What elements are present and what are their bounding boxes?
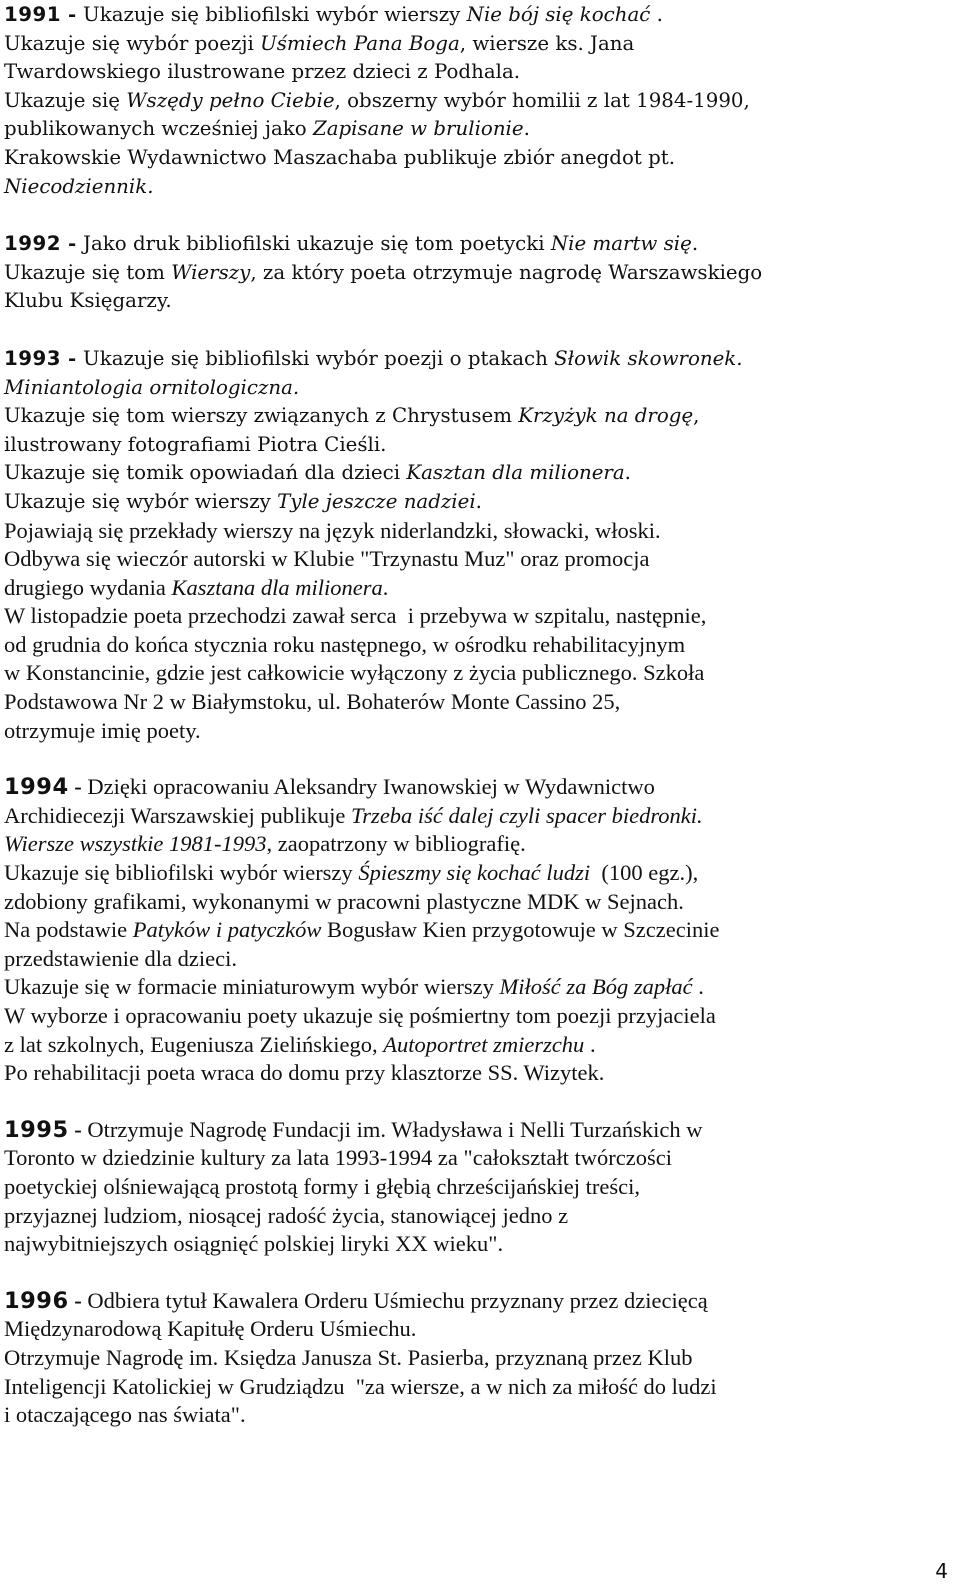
entry-line: [4, 1173, 952, 1202]
year-entry-1991: [4, 0, 952, 201]
entry-line: [4, 1287, 952, 1316]
year-separator: -: [68, 1116, 88, 1142]
year-heading: 1991: [4, 3, 62, 26]
year-entry-1995: [4, 1116, 952, 1259]
entry-line: [4, 631, 952, 660]
entry-line: [4, 58, 952, 87]
body-text: Na podstawie: [4, 917, 133, 943]
body-text: poetyckiej olśniewającą prostotą formy i głębią chrześcijańskiej treści,: [4, 1173, 641, 1199]
italic-title-text: Wiersze wszystkie 1981-1993: [4, 831, 267, 857]
italic-title-text: Miniantologia ornitologiczna.: [4, 375, 300, 399]
body-text: Podstawowa Nr 2 w Białymstoku, ul. Bohaterów Monte Cassino 25,: [4, 689, 621, 715]
entry-line: [4, 144, 952, 173]
entry-line: [4, 574, 952, 603]
body-text: Ukazuje się tom: [4, 260, 172, 284]
entry-line: [4, 0, 952, 30]
entry-line: [4, 773, 952, 802]
body-text: Odbywa się wieczór autorski w Klubie "Trzynastu Muz" oraz promocja: [4, 546, 650, 572]
entry-line: [4, 973, 952, 1002]
entry-line: [4, 688, 952, 717]
italic-title-text: Słowik skowronek.: [554, 346, 743, 370]
body-text: od grudnia do końca stycznia roku następnego, w ośrodku rehabilitacyjnym: [4, 631, 686, 657]
body-text: Ukazuje się: [4, 88, 127, 112]
italic-title-text: Niecodziennik.: [4, 174, 154, 198]
year-entry-1994: [4, 773, 952, 1088]
entry-line: [4, 259, 952, 288]
body-text: i otaczającego nas świata".: [4, 1402, 246, 1428]
body-text: z lat szkolnych, Eugeniusza Zielińskiego,: [4, 1031, 384, 1057]
entry-line: [4, 459, 952, 488]
body-text: .: [691, 232, 699, 256]
body-text: W listopadzie poeta przechodzi zawał serca i przebywa w szpitalu, następnie,: [4, 603, 707, 629]
body-text: przedstawienie dla dzieci.: [4, 945, 238, 971]
entry-line: [4, 602, 952, 631]
body-text: , wiersze ks. Jana: [459, 31, 635, 55]
entry-line: [4, 1230, 952, 1259]
year-separator: -: [61, 2, 84, 26]
year-separator: -: [61, 231, 84, 256]
body-text: najwybitniejszych osiągnięć polskiej liryki XX wieku".: [4, 1231, 504, 1257]
body-text: .: [382, 574, 389, 600]
body-text: Odbiera tytuł Kawalera Orderu Uśmiechu przyznany przez dziecięcą: [87, 1287, 708, 1313]
body-text: .: [475, 489, 482, 513]
body-text: Dzięki opracowaniu Aleksandry Iwanowskiej w Wydawnictwo: [87, 774, 655, 800]
entry-line: [4, 344, 952, 374]
body-text: Twardowskiego ilustrowane przez dzieci z Podhala.: [4, 60, 521, 84]
body-text: , zaopatrzony w bibliografię.: [266, 831, 526, 857]
entry-line: [4, 802, 952, 831]
body-text: Ukazuje się wybór wierszy: [4, 489, 278, 513]
entry-line: [4, 1344, 952, 1373]
italic-title-text: Nie martw się: [550, 232, 692, 256]
body-text: Jako druk bibliofilski ukazuje się tom poetycki: [83, 232, 551, 256]
entry-line: [4, 1002, 952, 1031]
entry-line: [4, 431, 952, 460]
italic-title-text: Autoportret zmierzchu: [383, 1031, 585, 1057]
body-text: Pojawiają się przekłady wierszy na język niderlandzki, słowacki, włoski.: [4, 517, 661, 543]
entry-line: [4, 1315, 952, 1344]
entry-line: [4, 87, 952, 116]
entry-line: [4, 1059, 952, 1088]
body-text: (100 egz.),: [590, 860, 699, 886]
entry-line: [4, 115, 952, 144]
body-text: Bogusław Kien przygotowuje w Szczecinie: [321, 917, 720, 943]
body-text: Po rehabilitacji poeta wraca do domu przy klasztorze SS. Wizytek.: [4, 1060, 605, 1086]
year-entry-1993: [4, 344, 952, 745]
body-text: .: [650, 3, 663, 26]
year-separator: -: [68, 774, 88, 800]
italic-title-text: Uśmiech Pana Boga: [260, 31, 460, 55]
body-text: Ukazuje się tom wierszy związanych z Chrystusem: [4, 404, 519, 428]
body-text: Otrzymuje Nagrodę Fundacji im. Władysława i Nelli Turzańskich w: [87, 1116, 703, 1142]
entry-line: [4, 517, 952, 546]
body-text: Ukazuje się tomik opowiadań dla dzieci: [4, 461, 407, 485]
italic-title-text: Kasztana dla milionera: [171, 574, 383, 600]
entry-line: [4, 717, 952, 746]
body-text: Ukazuje się bibliofilski wybór wierszy: [4, 860, 359, 886]
year-entry-1992: [4, 229, 952, 316]
body-text: otrzymuje imię poety.: [4, 717, 201, 743]
body-text: W wyborze i opracowaniu poety ukazuje się pośmiertny tom poezji przyjaciela: [4, 1003, 716, 1028]
italic-title-text: Krzyżyk na drogę: [518, 404, 694, 428]
body-text: Ukazuje się wybór poezji: [4, 31, 261, 55]
entry-line: [4, 173, 952, 202]
year-heading: 1994: [4, 774, 69, 801]
body-text: drugiego wydania: [4, 574, 172, 600]
entry-line: [4, 916, 952, 945]
body-text: Krakowskie Wydawnictwo Maszachaba publikuje zbiór anegdot pt.: [4, 145, 676, 169]
entry-line: [4, 30, 952, 59]
italic-title-text: Tyle jeszcze nadziei: [277, 489, 476, 513]
body-text: Międzynarodową Kapitułę Orderu Uśmiechu.: [4, 1316, 417, 1342]
body-text: , za który poeta otrzymuje nagrodę Warszawskiego: [250, 260, 763, 284]
body-text: ilustrowany fotografiami Piotra Cieśli.: [4, 432, 387, 456]
entry-line: [4, 229, 952, 259]
document-page: [4, 0, 952, 1430]
body-text: ,: [693, 404, 700, 428]
italic-title-text: Miłość za Bóg zapłać: [499, 974, 693, 1000]
italic-title-text: Śpieszmy się kochać ludzi: [358, 860, 591, 886]
body-text: publikowanych wcześniej jako: [4, 117, 313, 141]
body-text: Klubu Księgarzy.: [4, 289, 172, 313]
body-text: Ukazuje się bibliofilski wybór wierszy: [83, 3, 467, 26]
entry-line: [4, 402, 952, 431]
entry-line: [4, 888, 952, 917]
entry-line: [4, 374, 952, 403]
italic-title-text: Zapisane w brulionie: [312, 117, 524, 141]
italic-title-text: Patyków i patyczków: [132, 917, 322, 943]
body-text: Ukazuje się bibliofilski wybór poezji o ptakach: [83, 346, 555, 370]
body-text: Archidiecezji Warszawskiej publikuje: [4, 802, 352, 828]
year-separator: -: [68, 1287, 88, 1313]
body-text: w Konstancinie, gdzie jest całkowicie wyłączony z życia publicznego. Szkoła: [4, 660, 705, 686]
entry-line: [4, 545, 952, 574]
body-text: Ukazuje się w formacie miniaturowym wybór wierszy: [4, 974, 500, 1000]
body-text: Inteligencji Katolickiej w Grudziądzu "za wiersze, a w nich za miłość do ludzi: [4, 1373, 717, 1399]
body-text: .: [692, 974, 704, 1000]
page-number: 4: [935, 1559, 948, 1583]
year-separator: -: [61, 345, 84, 370]
italic-title-text: Wszędy pełno Ciebie: [126, 88, 335, 112]
body-text: .: [624, 461, 631, 485]
body-text: przyjaznej ludziom, niosącej radość życia, stanowiącej jedno z: [4, 1202, 569, 1228]
entry-line: [4, 1401, 952, 1430]
year-heading: 1995: [4, 1116, 69, 1143]
year-heading: 1993: [4, 346, 62, 370]
entry-line: [4, 1116, 952, 1145]
body-text: .: [523, 117, 530, 141]
entry-line: [4, 488, 952, 517]
italic-title-text: Kasztan dla milionera: [406, 461, 625, 485]
italic-title-text: Nie bój się kochać: [466, 3, 651, 26]
body-text: , obszerny wybór homilii z lat 1984-1990,: [334, 88, 750, 112]
entry-line: [4, 1144, 952, 1173]
year-heading: 1992: [4, 232, 62, 256]
entry-line: [4, 830, 952, 859]
italic-title-text: Wierszy: [171, 260, 251, 284]
entry-line: [4, 659, 952, 688]
entry-line: [4, 1373, 952, 1402]
body-text: Otrzymuje Nagrodę im. Księdza Janusza St. Pasierba, przyznaną przez Klub: [4, 1344, 693, 1370]
body-text: zdobiony grafikami, wykonanymi w pracowni plastyczne MDK w Sejnach.: [4, 888, 684, 914]
entry-line: [4, 1031, 952, 1060]
year-heading: 1996: [4, 1287, 69, 1314]
italic-title-text: Trzeba iść dalej czyli spacer biedronki.: [351, 802, 703, 828]
entry-line: [4, 859, 952, 888]
body-text: .: [584, 1031, 596, 1057]
entry-line: [4, 945, 952, 974]
entry-line: [4, 287, 952, 316]
year-entry-1996: [4, 1287, 952, 1430]
entry-line: [4, 1202, 952, 1231]
body-text: Toronto w dziedzinie kultury za lata 1993-1994 za "całokształt twórczości: [4, 1145, 673, 1171]
